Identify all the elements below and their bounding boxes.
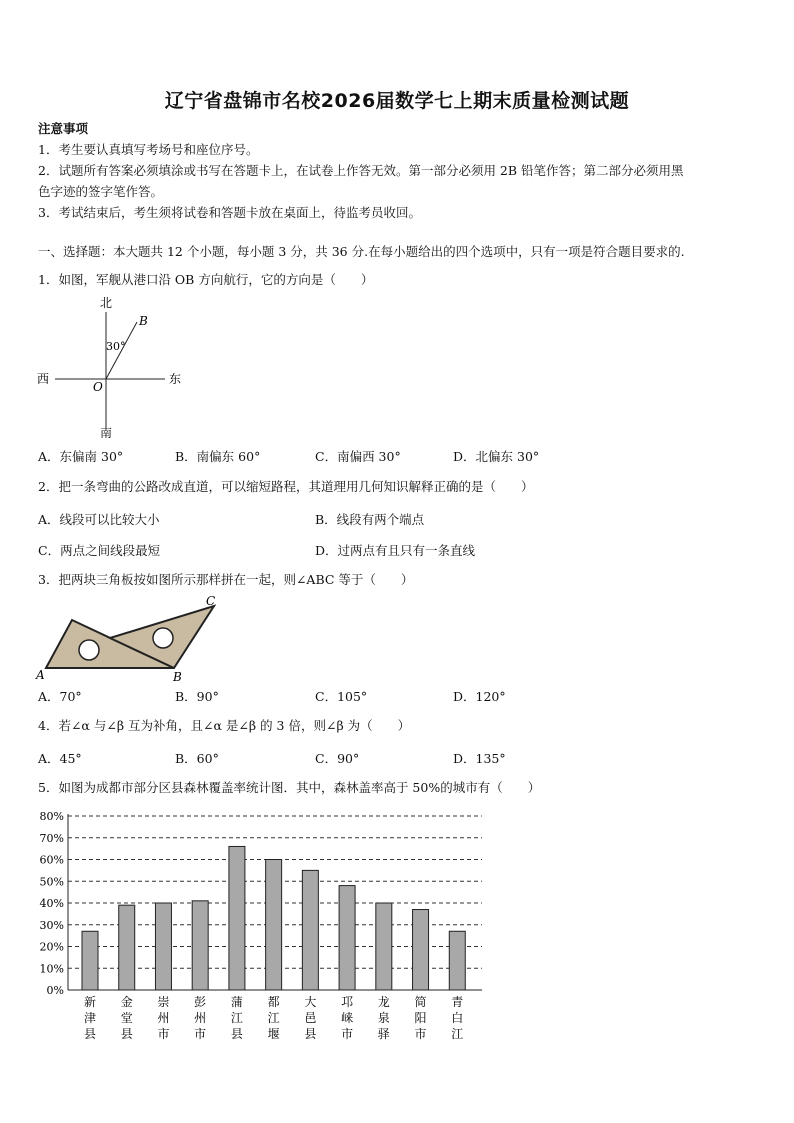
bar	[82, 931, 98, 990]
x-tick-label: 蒲	[230, 995, 243, 1009]
notice-item-3: 3．考试结束后，考生须将试卷和答题卡放在桌面上，待监考员收回。	[38, 205, 421, 220]
q5-forest-coverage-chart	[30, 806, 490, 1051]
y-tick-label: 10%	[39, 962, 64, 976]
y-tick-label: 30%	[39, 918, 64, 932]
q3-option-a: A．70°	[38, 689, 82, 704]
x-tick-label: 江	[451, 1027, 464, 1041]
bar	[119, 905, 135, 990]
q1-stem: 1．如图，军舰从港口沿 OB 方向航行，它的方向是（ ）	[38, 272, 374, 287]
q3-option-d: D．120°	[453, 689, 506, 704]
q1-west-label: 西	[37, 372, 50, 386]
q3-triangles-figure	[34, 593, 224, 685]
q4-option-d: D．135°	[453, 751, 506, 766]
x-tick-label: 市	[341, 1027, 354, 1041]
q1-north-label: 北	[100, 296, 113, 310]
x-tick-label: 堂	[120, 1011, 133, 1025]
q1-option-d: D．北偏东 30°	[453, 449, 540, 464]
x-tick-label: 崇	[157, 995, 170, 1009]
x-tick-label: 邛	[341, 995, 354, 1009]
x-tick-label: 新	[83, 995, 97, 1009]
x-tick-label: 驿	[377, 1027, 390, 1041]
x-tick-label: 县	[120, 1027, 133, 1041]
x-tick-label: 市	[414, 1027, 427, 1041]
bar	[413, 910, 429, 990]
y-tick-label: 80%	[39, 810, 64, 823]
page-title: 辽宁省盘锦市名校2026届数学七上期末质量检测试题	[164, 90, 630, 112]
q2-option-c: C．两点之间线段最短	[38, 543, 161, 558]
bar	[376, 903, 392, 990]
x-tick-label: 青	[451, 995, 464, 1009]
notice-item-2: 2．试题所有答案必须填涂或书写在答题卡上，在试卷上作答无效。第一部分必须用 2B 铅笔作答；第二部分必须用黑	[38, 163, 684, 178]
x-tick-label: 市	[157, 1027, 170, 1041]
q2-option-a: A．线段可以比较大小	[38, 512, 160, 527]
q3-stem: 3．把两块三角板按如图所示那样拼在一起，则∠ABC 等于（ ）	[38, 572, 414, 587]
q3-point-c-label: C	[206, 594, 216, 608]
bar	[229, 846, 245, 990]
x-tick-label: 泉	[377, 1011, 390, 1025]
q2-stem: 2．把一条弯曲的公路改成直道，可以缩短路程，其道理用几何知识解释正确的是（ ）	[38, 479, 534, 494]
x-tick-label: 州	[157, 1011, 170, 1025]
bar	[449, 931, 465, 990]
y-tick-label: 40%	[39, 897, 64, 910]
y-tick-label: 70%	[39, 831, 64, 845]
q2-option-b: B．线段有两个端点	[315, 512, 425, 527]
x-tick-label: 江	[267, 1011, 280, 1025]
bar	[155, 903, 171, 990]
x-tick-label: 邑	[304, 1011, 317, 1025]
x-tick-label: 白	[451, 1011, 464, 1025]
x-tick-label: 县	[230, 1027, 243, 1041]
y-tick-label: 20%	[39, 940, 64, 954]
q1-option-c: C．南偏西 30°	[315, 449, 401, 464]
q4-option-a: A．45°	[38, 751, 82, 766]
q5-stem: 5．如图为成都市部分区县森林覆盖率统计图．其中，森林盖率高于 50%的城市有（ ）	[38, 780, 541, 795]
bar	[339, 886, 355, 990]
y-tick-label: 0%	[46, 984, 64, 997]
q1-angle-label: 30°	[106, 340, 126, 353]
x-tick-label: 崃	[341, 1011, 354, 1025]
bar	[266, 860, 282, 991]
q1-origin-label: O	[93, 380, 103, 394]
q3-point-a-label: A	[36, 668, 45, 682]
q1-option-b: B．南偏东 60°	[175, 449, 261, 464]
x-tick-label: 州	[194, 1011, 207, 1025]
notice-item-2-cont: 色字迹的签字笔作答。	[38, 184, 164, 199]
q4-option-c: C．90°	[315, 751, 360, 766]
y-tick-label: 60%	[39, 853, 64, 867]
q3-option-c: C．105°	[315, 689, 368, 704]
x-tick-label: 阳	[414, 1011, 427, 1025]
q3-point-b-label: B	[173, 670, 182, 684]
y-tick-label: 50%	[39, 875, 64, 889]
x-tick-label: 津	[83, 1011, 97, 1025]
x-tick-label: 彭	[194, 995, 207, 1009]
x-tick-label: 大	[304, 995, 317, 1009]
x-tick-label: 龙	[377, 995, 390, 1009]
bar	[192, 901, 208, 990]
q1-east-label: 东	[169, 372, 182, 386]
section-1-heading: 一、选择题：本大题共 12 个小题，每小题 3 分，共 36 分.在每小题给出的四个选项中，只有一项是符合题目要求的.	[38, 244, 685, 259]
q1-south-label: 南	[100, 426, 113, 440]
x-tick-label: 县	[83, 1027, 97, 1041]
q3-option-b: B．90°	[175, 689, 219, 704]
q1-point-b-label: B	[139, 314, 148, 328]
x-tick-label: 都	[267, 995, 280, 1009]
q4-option-b: B．60°	[175, 751, 219, 766]
bar	[302, 870, 318, 990]
notice-heading: 注意事项	[38, 121, 89, 136]
x-tick-label: 县	[304, 1027, 317, 1041]
x-tick-label: 简	[414, 995, 427, 1009]
x-tick-label: 金	[120, 995, 133, 1009]
q2-option-d: D．过两点有且只有一条直线	[315, 543, 476, 558]
notice-item-1: 1．考生要认真填写考场号和座位序号。	[38, 142, 259, 157]
x-tick-label: 市	[194, 1027, 207, 1041]
q1-compass-figure	[30, 292, 200, 442]
x-tick-label: 堰	[267, 1027, 280, 1041]
x-tick-label: 江	[230, 1011, 243, 1025]
q1-option-a: A．东偏南 30°	[38, 449, 124, 464]
q4-stem: 4．若∠α 与∠β 互为补角，且∠α 是∠β 的 3 倍，则∠β 为（ ）	[38, 718, 411, 733]
